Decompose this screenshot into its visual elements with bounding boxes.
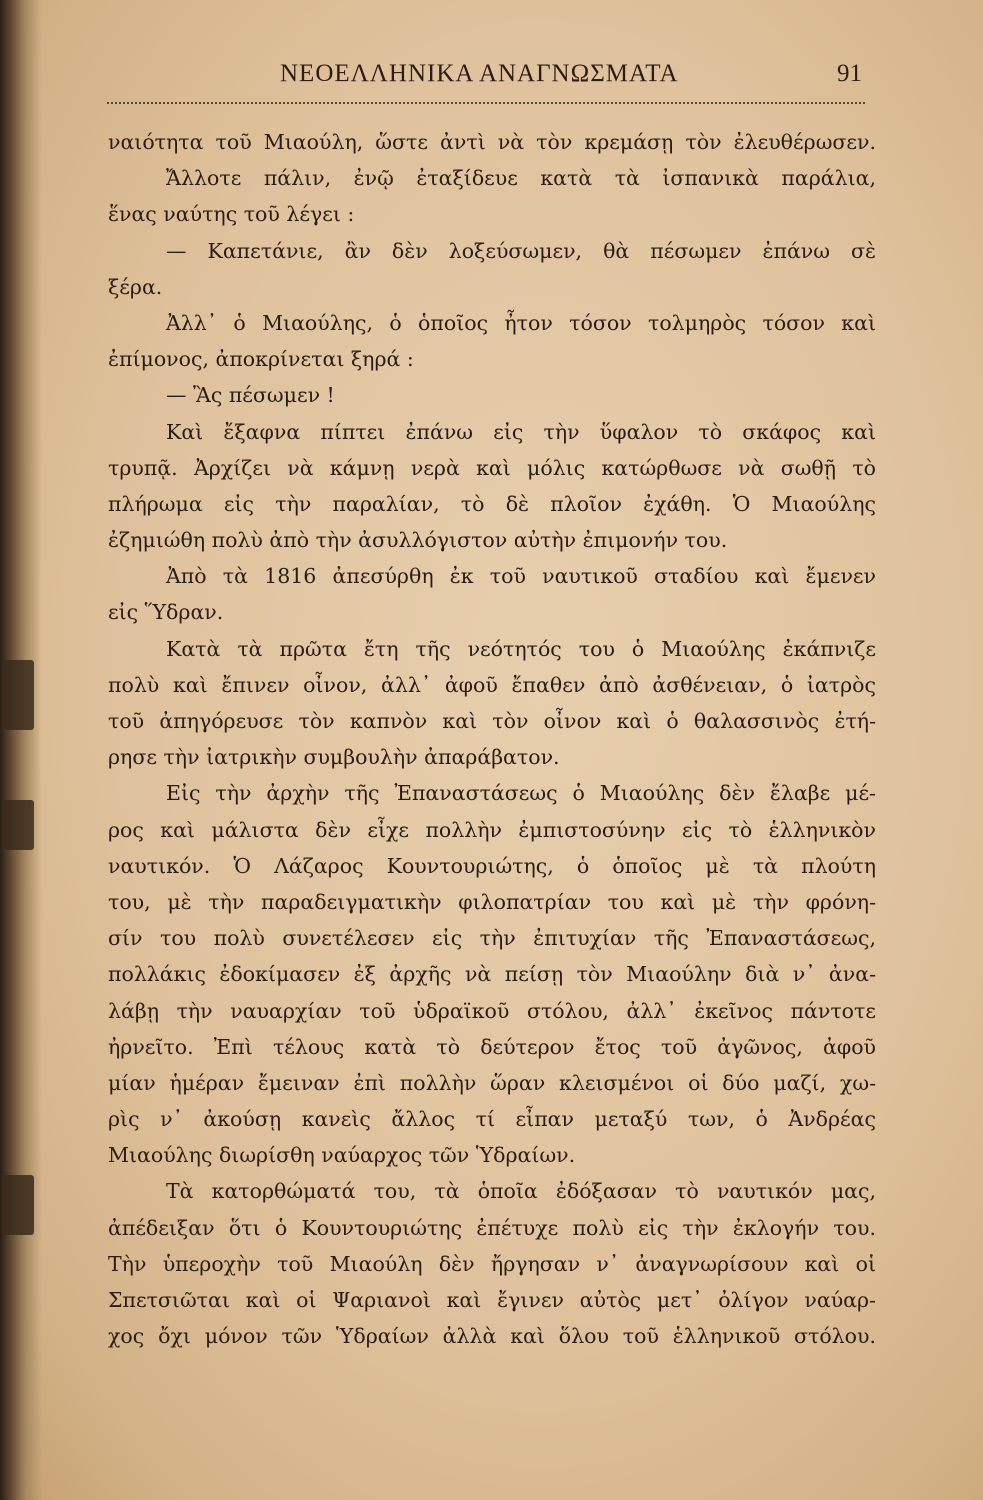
- text-line: ρησε τὴν ἰατρικὴν συμβουλὴν ἀπαράβατον.: [108, 745, 560, 770]
- page-header: [110, 52, 870, 102]
- text-line: Κατὰ τὰ πρῶτα ἔτη τῆς νεότητός του ὁ Μιαούλης ἐκάπνιζε: [166, 636, 876, 661]
- text-line: Σπετσιῶται καὶ οἱ Ψαριανοὶ καὶ ἔγινεν αὐτὸς μετ᾽ ὀλίγον ναύαρ-: [108, 1288, 876, 1312]
- text-line: ἕνας ναύτης τοῦ λέγει :: [108, 202, 355, 227]
- text-line: τοῦ ἀπηγόρευσε τὸν καπνὸν καὶ τὸν οἶνον καὶ ὁ θαλασσινὸς ἐτή-: [108, 709, 876, 733]
- text-line: Ἄλλοτε πάλιν, ἐνῷ ἐταξίδευε κατὰ τὰ ἰσπανικὰ παράλια,: [166, 166, 876, 191]
- text-line: πλήρωμα εἰς τὴν παραλίαν, τὸ δὲ πλοῖον ἐχάθη. Ὁ Μιαούλης: [108, 491, 876, 516]
- text-line: ἠρνεῖτο. Ἐπὶ τέλους κατὰ τὸ δεύτερον ἔτος τοῦ ἀγῶνος, ἀφοῦ: [108, 1034, 876, 1059]
- text-line: πολὺ καὶ ἔπινεν οἶνον, ἀλλ᾽ ἀφοῦ ἔπαθεν ἀπὸ ἀσθένειαν, ὁ ἰατρὸς: [108, 672, 876, 697]
- text-line: ναιότητα τοῦ Μιαούλη, ὥστε ἀντὶ νὰ τὸν κρεμάσῃ τὸν ἐλευθέρωσεν.: [108, 130, 876, 154]
- text-line: ξέρα.: [108, 274, 163, 299]
- header-rule: [107, 102, 865, 104]
- text-line: του, μὲ τὴν παραδειγματικὴν φιλοπατρίαν του καὶ μὲ τὴν φρόνη-: [108, 889, 876, 914]
- text-line: Ἀλλ᾽ ὁ Μιαούλης, ὁ ὁποῖος ἦτον τόσον τολμηρὸς τόσον καὶ: [166, 310, 876, 335]
- text-line: — Ἂς πέσωμεν !: [166, 383, 335, 408]
- text-line: ἐπίμονος, ἀποκρίνεται ξηρά :: [108, 347, 414, 372]
- text-line: πολλάκις ἐδοκίμασεν ἐξ ἀρχῆς νὰ πείσῃ τὸν Μιαούλην διὰ ν᾽ ἀνα-: [108, 962, 876, 987]
- page-number: 91: [837, 60, 862, 87]
- text-line: — Καπετάνιε, ἂν δὲν λοξεύσωμεν, θὰ πέσωμεν ἐπάνω σὲ: [166, 238, 876, 263]
- binding-stain: [4, 1175, 34, 1235]
- page-gutter: [0, 0, 42, 1500]
- binding-stain: [4, 800, 34, 850]
- text-line: μίαν ἡμέραν ἔμειναν ἐπὶ πολλὴν ὥραν κλεισμένοι οἱ δύο μαζί, χω-: [108, 1070, 876, 1095]
- text-line: λάβῃ τὴν ναυαρχίαν τοῦ ὑδραϊκοῦ στόλου, ἀλλ᾽ ἐκεῖνος πάντοτε: [108, 998, 876, 1023]
- text-line: Μιαούλης διωρίσθη ναύαρχος τῶν Ὑδραίων.: [108, 1143, 576, 1168]
- text-line: τρυπᾷ. Ἀρχίζει νὰ κάμνῃ νερὰ καὶ μόλις κατώρθωσε νὰ σωθῇ τὸ: [108, 455, 876, 480]
- text-line: σίν του πολὺ συνετέλεσεν εἰς τὴν ἐπιτυχίαν τῆς Ἐπαναστάσεως,: [108, 926, 876, 951]
- text-line: Ἀπὸ τὰ 1816 ἀπεσύρθη ἐκ τοῦ ναυτικοῦ σταδίου καὶ ἔμενεν: [166, 564, 876, 589]
- text-line: Εἰς τὴν ἀρχὴν τῆς Ἐπαναστάσεως ὁ Μιαούλης δὲν ἔλαβε μέ-: [166, 781, 876, 806]
- text-line: ρος καὶ μάλιστα δὲν εἶχε πολλὴν ἐμπιστοσύνην εἰς τὸ ἑλληνικὸν: [108, 817, 876, 842]
- running-head: ΝΕΟΕΛΛΗΝΙΚΑ ΑΝΑΓΝΩΣΜΑΤΑ: [280, 60, 679, 87]
- text-line: Καὶ ἔξαφνα πίπτει ἐπάνω εἰς τὴν ὕφαλον τὸ σκάφος καὶ: [166, 419, 876, 444]
- text-line: ἐζημιώθη πολὺ ἀπὸ τὴν ἀσυλλόγιστον αὐτὴν ἐπιμονήν του.: [108, 528, 728, 553]
- text-line: ναυτικόν. Ὁ Λάζαρος Κουντουριώτης, ὁ ὁποῖος μὲ τὰ πλούτη: [108, 853, 876, 878]
- text-line: Τὰ κατορθώματά του, τὰ ὁποῖα ἐδόξασαν τὸ ναυτικόν μας,: [166, 1179, 876, 1204]
- binding-stain: [4, 660, 34, 730]
- text-line: εἰς Ὕδραν.: [108, 600, 224, 625]
- text-line: Τὴν ὑπεροχὴν τοῦ Μιαούλη δὲν ἤργησαν ν᾽ ἀναγνωρίσουν καὶ οἱ: [108, 1251, 876, 1276]
- text-line: ἀπέδειξαν ὅτι ὁ Κουντουριώτης ἐπέτυχε πολὺ εἰς τὴν ἐκλογήν του.: [108, 1215, 876, 1240]
- text-line: ρὶς ν᾽ ἀκούσῃ κανεὶς ἄλλος τί εἶπαν μεταξύ των, ὁ Ἀνδρέας: [108, 1107, 876, 1132]
- text-line: χος ὄχι μόνον τῶν Ὑδραίων ἀλλὰ καὶ ὅλου τοῦ ἑλληνικοῦ στόλου.: [108, 1324, 876, 1349]
- body-text: [108, 124, 876, 1354]
